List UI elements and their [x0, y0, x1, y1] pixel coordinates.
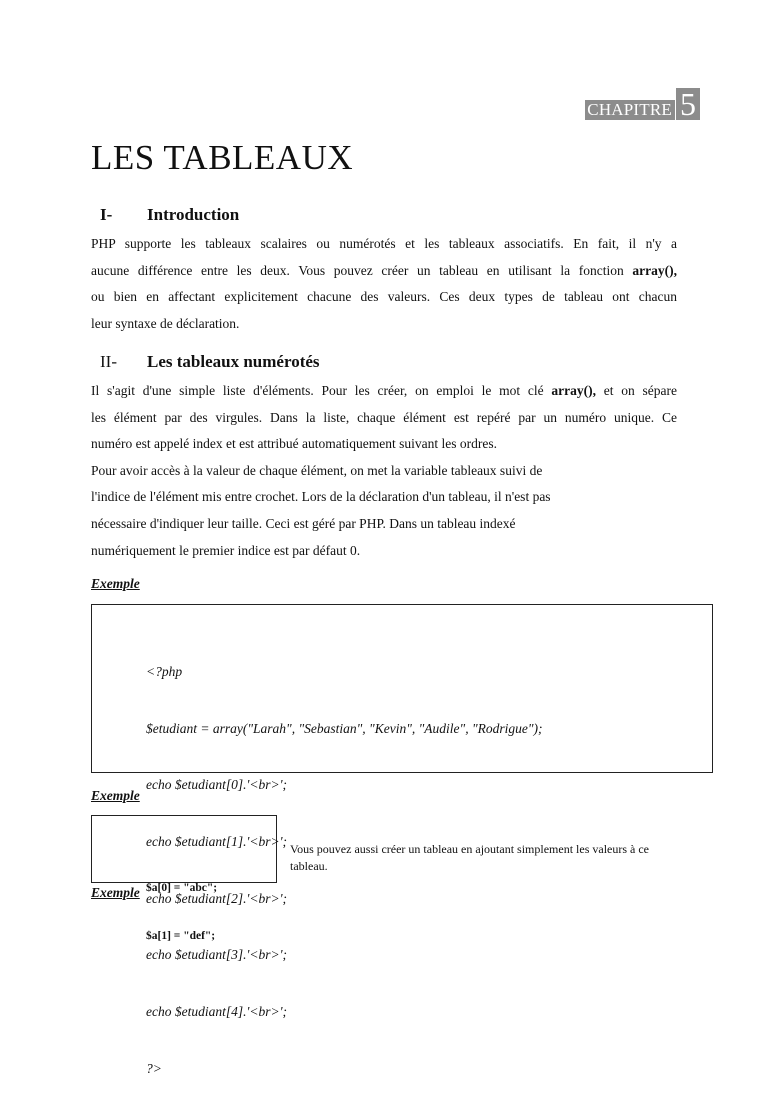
numbered-arrays-paragraph [91, 378, 677, 564]
code-line: $a[1] = "def"; [146, 930, 216, 942]
code-line: <?php [146, 663, 183, 679]
example-label: Exemple [91, 885, 140, 900]
code-line: echo $etudiant[4].'<br>'; [146, 1004, 287, 1020]
intro-paragraph [91, 231, 677, 337]
chapter-number: 5 [676, 88, 700, 120]
code-line: $a[0] = "abc"; [146, 882, 218, 894]
code-line: echo $etudiant[1].'<br>'; [146, 833, 287, 849]
chapter-badge [585, 88, 700, 120]
code-line: echo $etudiant[2].'<br>'; [146, 890, 287, 906]
paragraph-line: l'indice de l'élément mis entre crochet. Lors de la déclaration d'un tableau, il n'est pas [91, 489, 551, 505]
section-number: II- [100, 352, 117, 371]
paragraph-line: aucune différence entre les deux. Vous pouvez créer un tableau en utilisant la fonction array(), [91, 262, 677, 278]
inline-code: array(), [632, 262, 677, 278]
section-heading-numbered-arrays [100, 352, 320, 372]
paragraph-line: nécessaire d'indiquer leur taille. Ceci est géré par PHP. Dans un tableau indexé [91, 515, 516, 531]
section-number: I- [100, 205, 113, 224]
paragraph-line: leur syntaxe de déclaration. [91, 315, 240, 331]
example-label: Exemple [91, 788, 140, 803]
inline-code: array(), [551, 383, 596, 398]
example-label: Exemple [91, 576, 140, 591]
code-line: echo $etudiant[3].'<br>'; [146, 947, 287, 963]
paragraph-line: Il s'agit d'une simple liste d'éléments. Pour les créer, on emploi le mot clé array(), et on sépare [91, 383, 677, 398]
paragraph-line: les élément par des virgules. Dans la liste, chaque élément est repéré par un numéro unique. Ce [91, 409, 677, 425]
code-line: ?> [146, 1060, 162, 1076]
chapter-word: CHAPITRE [585, 100, 675, 120]
side-note: Vous pouvez aussi créer un tableau en ajoutant simplement les valeurs à ce tableau. [290, 842, 649, 873]
paragraph-line: PHP supporte les tableaux scalaires ou numérotés et les tableaux associatifs. En fait, il n'y a [91, 236, 677, 251]
section-heading-introduction [100, 205, 239, 225]
section-title: Introduction [147, 205, 240, 224]
paragraph-line: Pour avoir accès à la valeur de chaque élément, on met la variable tableaux suivi de [91, 462, 543, 478]
page-title: LES TABLEAUX [91, 138, 354, 177]
code-line: $etudiant = array("Larah", "Sebastian", "Kevin", "Audile", "Rodrigue"); [146, 720, 543, 736]
paragraph-line: ou bien en affectant explicitement chacune des valeurs. Ces deux types de tableau ont chacun [91, 289, 677, 305]
section-title: Les tableaux numérotés [147, 352, 320, 371]
code-line: echo $etudiant[0].'<br>'; [146, 777, 287, 793]
paragraph-line: numériquement le premier indice est par défaut 0. [91, 542, 361, 558]
paragraph-line: numéro est appelé index et est attribué automatiquement suivant les ordres. [91, 436, 498, 452]
small-code-block [146, 848, 217, 976]
